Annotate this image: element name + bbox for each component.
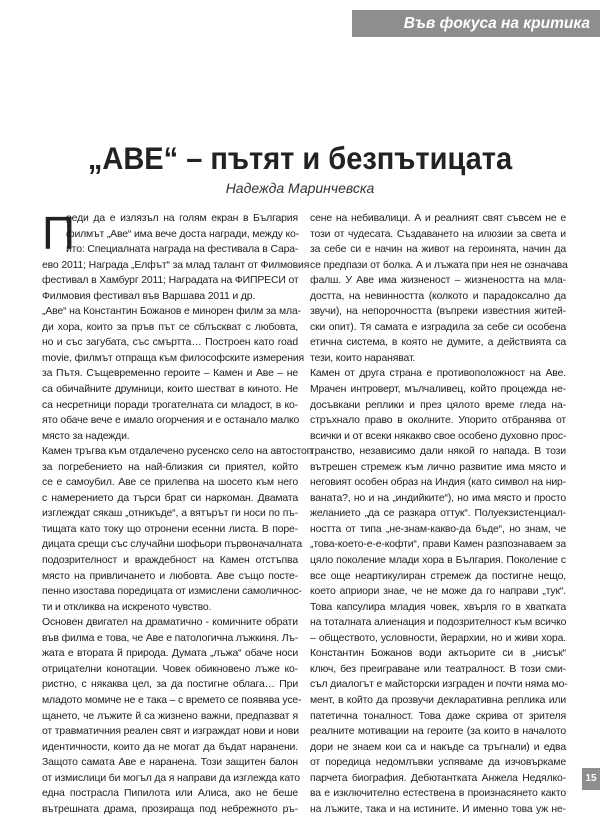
right-line: транство, независимо дали някой го напада. В този bbox=[310, 446, 566, 458]
left-line: пенно изостава поредицата от измислени самоличнос- bbox=[42, 586, 302, 598]
left-line: реди да е излязъл на голям екран в България bbox=[66, 213, 298, 224]
left-line: от измислици би могъл да я направи да изглежда като bbox=[42, 772, 300, 784]
left-line: са несретници поради трогателната си младост, в ко- bbox=[42, 399, 298, 411]
left-line: от травматичния реален свят и изграждат нови и нови bbox=[42, 726, 299, 738]
left-line: отрицателни конотации. Човек обикновено лъже ко- bbox=[42, 663, 298, 675]
left-line: ято обаче вече е имало огорчения и е останало малко bbox=[42, 415, 300, 427]
left-line: място на привличането и любовта. Аве също посте- bbox=[42, 570, 298, 582]
right-column bbox=[310, 211, 568, 815]
left-line: с намерението да търси брат си наркоман. Двамата bbox=[42, 492, 298, 504]
left-line: жата е втората й природа. Думата „лъжа“ обаче носи bbox=[42, 648, 298, 660]
section-header: Във фокуса на критика bbox=[352, 10, 600, 37]
right-line: сене на небивалици. А и реалният свят съвсем не е bbox=[310, 213, 566, 224]
left-line: вътрешната драма, прозираща под небрежното ръ- bbox=[42, 803, 298, 815]
right-line: вътрешен стремеж към лично развитие има място и bbox=[310, 461, 566, 473]
right-line: Това капсулира младия човек, хвърля го в хватката bbox=[310, 601, 566, 613]
left-column bbox=[42, 207, 313, 815]
right-line: се предпази от болка. А и лъжата при нея не означава bbox=[310, 259, 568, 271]
left-line: във филма е това, че Аве е патологична лъжкиня. Лъ- bbox=[42, 632, 299, 644]
left-line: една пострасла Пипилота или Алиса, ако не беше bbox=[42, 788, 298, 800]
left-line: Основен двигател на драматично - комичните обрати bbox=[42, 617, 298, 629]
right-line: ва е изключително естествена в произнасянето както bbox=[310, 788, 566, 800]
right-line: „това-което-е-е-кофти“, прави Камен разпознаваем за bbox=[310, 539, 566, 551]
right-line: ски опит). Тя самата е изградила за себе си особена bbox=[310, 321, 566, 333]
left-line: изглеждат сякаш „отникъде“, а вятърът ги носи по пъ- bbox=[42, 508, 298, 520]
left-line: се е самоубил. Аве се прилепва на шосето към него bbox=[42, 477, 298, 489]
left-line: тищата като току що отронени есенни листа. В порe- bbox=[42, 523, 298, 535]
left-line: Камен тръгва към отдалечено русенско село на автостоп bbox=[42, 446, 313, 458]
right-line: Камен от друга страна е противоположност на Аве. bbox=[310, 368, 566, 380]
right-line: неговият особен образ на Индия (като символ на нир- bbox=[310, 477, 566, 489]
left-line: „Аве“ на Константин Божанов е минорен филм за мла- bbox=[42, 306, 301, 318]
right-column-text bbox=[310, 211, 566, 817]
page-number: 15 bbox=[582, 768, 600, 790]
left-line: ево 2011; Награда „Елфът“ за млад талант от Филмовия bbox=[42, 259, 310, 271]
right-line: дори не знаем кои са и накъде са тръгнали) и едва bbox=[310, 741, 566, 753]
right-line: ключ, без преиграване или театралност. В този сми- bbox=[310, 663, 566, 675]
right-line: етична система, в която не думите, а действията са bbox=[310, 337, 566, 349]
article-author: Надежда Маринчевска bbox=[225, 180, 375, 196]
left-line: ристно, с някаква цел, за да постигне облага… При bbox=[42, 679, 298, 691]
right-line: Мрачен интроверт, мълчаливец, който процежда не- bbox=[310, 384, 566, 396]
right-line: досъвкани реплики и през цялото време гледа на- bbox=[310, 399, 566, 411]
left-line: дицата срещи със случайни шофьори първоначалната bbox=[42, 539, 302, 551]
right-line: реалните мотивации на героите (за които в началото bbox=[310, 726, 566, 738]
drop-cap: П bbox=[42, 207, 75, 259]
right-line: което априори знае, че не може да го направи „тук“. bbox=[310, 586, 566, 598]
right-line: фалш. У Аве има жизненост – жизнеността на мла- bbox=[310, 275, 566, 287]
left-line: идентичности, които да не могат да бъдат наранени. bbox=[42, 741, 298, 753]
left-line: подозрителност и враждебност на Камен отстъпва bbox=[42, 555, 298, 567]
left-line: ти и откликва на искреното чувство. bbox=[42, 601, 212, 613]
right-line: тези, които нараняват. bbox=[310, 352, 416, 364]
left-line: movie, филмът отпраща към философските измерения bbox=[42, 352, 304, 364]
left-line: за Пътя. Същевременно героите – Камен и Аве – не bbox=[42, 368, 298, 380]
left-line: Защото самата Аве е наранена. Този защитен балон bbox=[42, 757, 298, 769]
right-line: на лъжите, така и на истините. И именно това уж не- bbox=[310, 803, 566, 815]
left-line: младото момиче не е така – с времето се появява усе- bbox=[42, 694, 302, 706]
left-line: място за надежди. bbox=[42, 430, 130, 442]
right-line: достта, на невинността (колкото и парадоксално да bbox=[310, 290, 566, 302]
right-line: ността от типа „не-знам-какво-да бъде“, но знам, че bbox=[310, 523, 566, 535]
left-line: ито: Специалната награда на фестивала в Сара- bbox=[66, 244, 299, 256]
right-line: Константин Божанов води актьорите си в „нисък“ bbox=[310, 648, 566, 660]
right-line: мент, в който да прозвучи декларативна реплика или bbox=[310, 694, 566, 706]
right-line: стръхнало право в околните. Упорито отбранява от bbox=[310, 415, 566, 427]
left-line: щането, че лъжите й са жизнено важни, предпазват я bbox=[42, 710, 298, 722]
left-line: ди хора, които за пръв път се сблъскват с любовта, bbox=[42, 321, 298, 333]
right-line: за себе си е начин на живот на героинята, начин да bbox=[310, 244, 566, 256]
right-line: все още неартикулиран стремеж да постигне нещо, bbox=[310, 570, 566, 582]
right-line: всички и от всеки някакво свое особено духовно прос- bbox=[310, 430, 567, 442]
left-column-text bbox=[42, 207, 313, 817]
right-line: желанието „да се разкара оттук“. Полуекзистенциал- bbox=[310, 508, 566, 520]
right-line: парчета биография. Дебютантката Анжела Недялко- bbox=[310, 772, 566, 784]
left-line: за погребението на най-близкия си приятел, който bbox=[42, 461, 298, 473]
right-line: цяло поколение млади хора в България. Поколение с bbox=[310, 555, 566, 567]
right-line: този от чудесата. Създаването на илюзии за света и bbox=[310, 228, 566, 240]
right-line: ваната?, но и на „индийките“), но има място и просто bbox=[310, 492, 566, 504]
right-line: съл диалогът е майсторски изграден и почти няма мо- bbox=[310, 679, 568, 691]
left-line: но и със загубата, със смъртта… Построен като road bbox=[42, 337, 298, 349]
left-line: филмът „Аве“ има вече доста награди, между ко- bbox=[66, 228, 299, 240]
right-line: на тоталната алиенация и подозрителност към всичко bbox=[310, 617, 567, 629]
left-line: фестивал в Хамбург 2011; Наградата на ФИПРЕСИ от bbox=[42, 275, 299, 287]
right-line: звучи), на непорочността (въпреки известния житей- bbox=[310, 306, 566, 318]
right-line: патетична тоналност. Това даже скрива от зрителя bbox=[310, 710, 566, 722]
left-line: са обичайните друмници, които шестват в киното. Не bbox=[42, 384, 298, 396]
article-title: „АВЕ“ – пътят и безпътицата bbox=[87, 142, 513, 177]
left-line: Филмовия фестивал във Варшава 2011 и др. bbox=[42, 290, 256, 302]
right-line: от поредица недомлъвки успяваме да изчовъркаме bbox=[310, 757, 566, 769]
right-line: – обществото, условности, йерархии, но и живи хора. bbox=[310, 632, 566, 644]
